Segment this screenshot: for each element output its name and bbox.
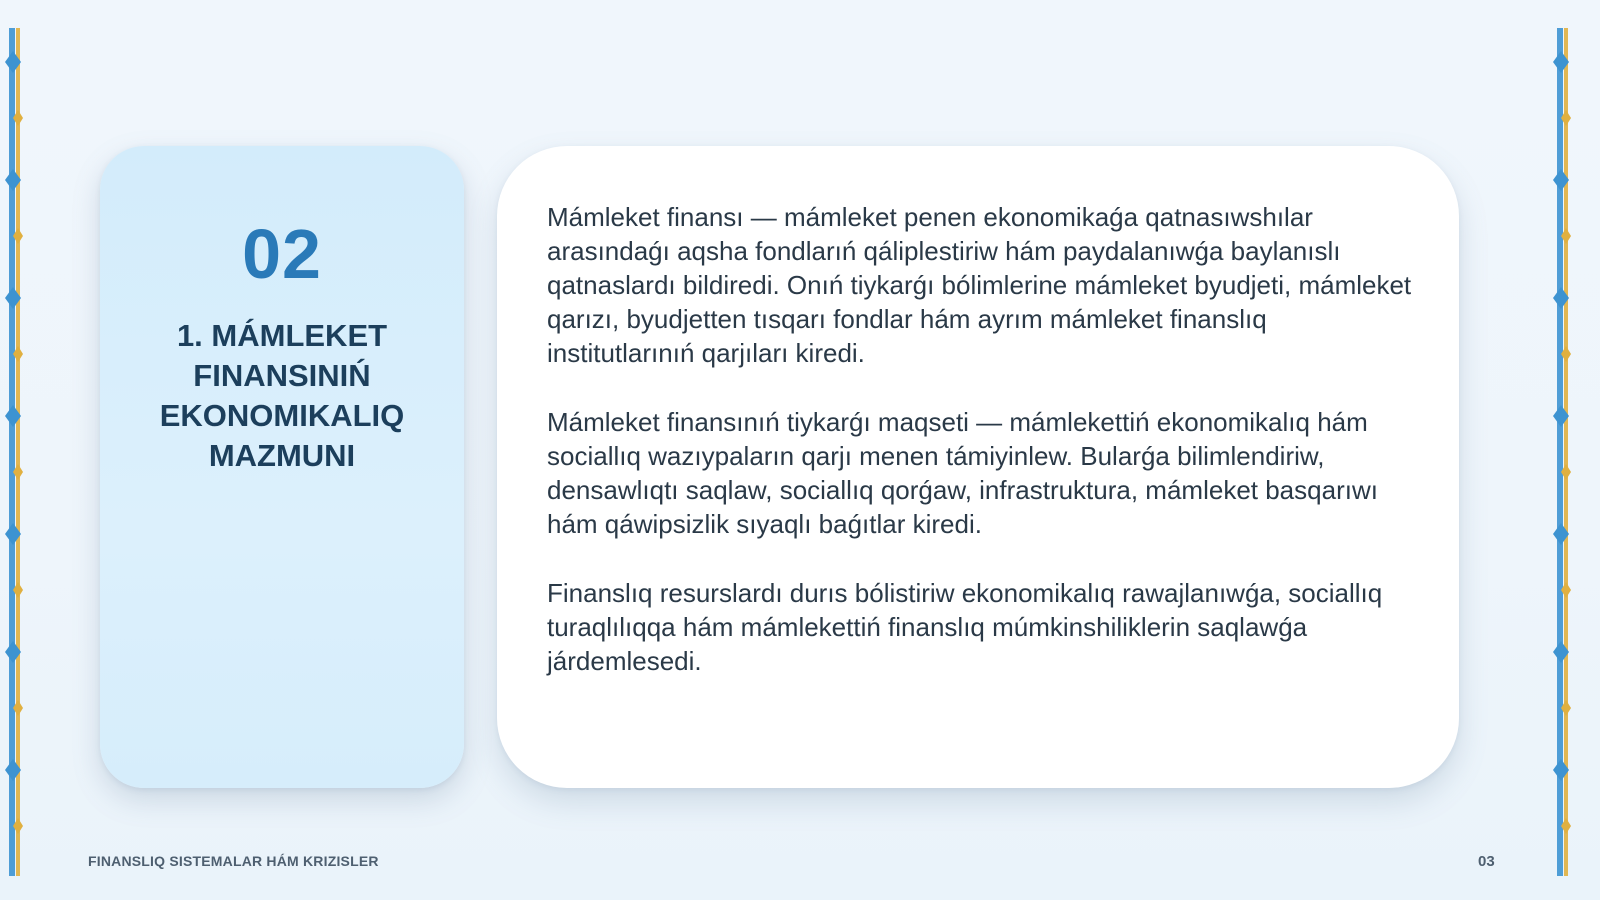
content-text bbox=[547, 200, 1417, 713]
right-ornament-border bbox=[1552, 28, 1574, 876]
footer-title: FINANSLIQ SISTEMALAR HÁM KRIZISLER bbox=[88, 853, 379, 869]
ornament-gold-stripe bbox=[1564, 28, 1568, 876]
ornament-gold-stripe bbox=[16, 28, 20, 876]
left-ornament-border bbox=[4, 28, 26, 876]
section-title: 1. MÁMLEKET FINANSINIŃ EKONOMIKALIQ MAZMUNI bbox=[159, 318, 405, 473]
ornament-blue-stripe bbox=[1557, 28, 1563, 876]
ornament-blue-stripe bbox=[9, 28, 15, 876]
page-number: 03 bbox=[1478, 853, 1495, 870]
section-card bbox=[100, 146, 464, 788]
paragraph-1: Mámleket finansı — mámleket penen ekonomikaǵa qatnasıwshılar arasındaǵı aqsha fondlarıń qáliplestiriw hám paydalanıwǵa baylanıslı qatnaslardı bildiredi. Onıń tiykarǵı bólimlerine mámleket byudjeti, mámleket qarızı, byudjetten tısqarı fondlar hám ayrım mámleket finanslıq institutlarınıń qarjıları kiredi. bbox=[547, 202, 1412, 368]
paragraph-3: Finanslıq resurslardı durıs bólistiriw ekonomikalıq rawajlanıwǵa, sociallıq turaqlılıqqa hám mámlekettiń finanslıq múmkinshiliklerin saqlawǵa járdemlesedi. bbox=[547, 578, 1383, 676]
section-number: 02 bbox=[242, 215, 322, 293]
paragraph-2: Mámleket finansınıń tiykarǵı maqseti — mámlekettiń ekonomikalıq hám sociallıq wazıypaların qarjı menen támiyinlew. Bularǵa bilimlendiriw, densawlıqtı saqlaw, sociallıq qorǵaw, infrastruktura, mámleket basqarıwı hám qáwipsizlik sıyaqlı baǵıtlar kiredi. bbox=[547, 407, 1378, 539]
content-card bbox=[497, 146, 1459, 788]
